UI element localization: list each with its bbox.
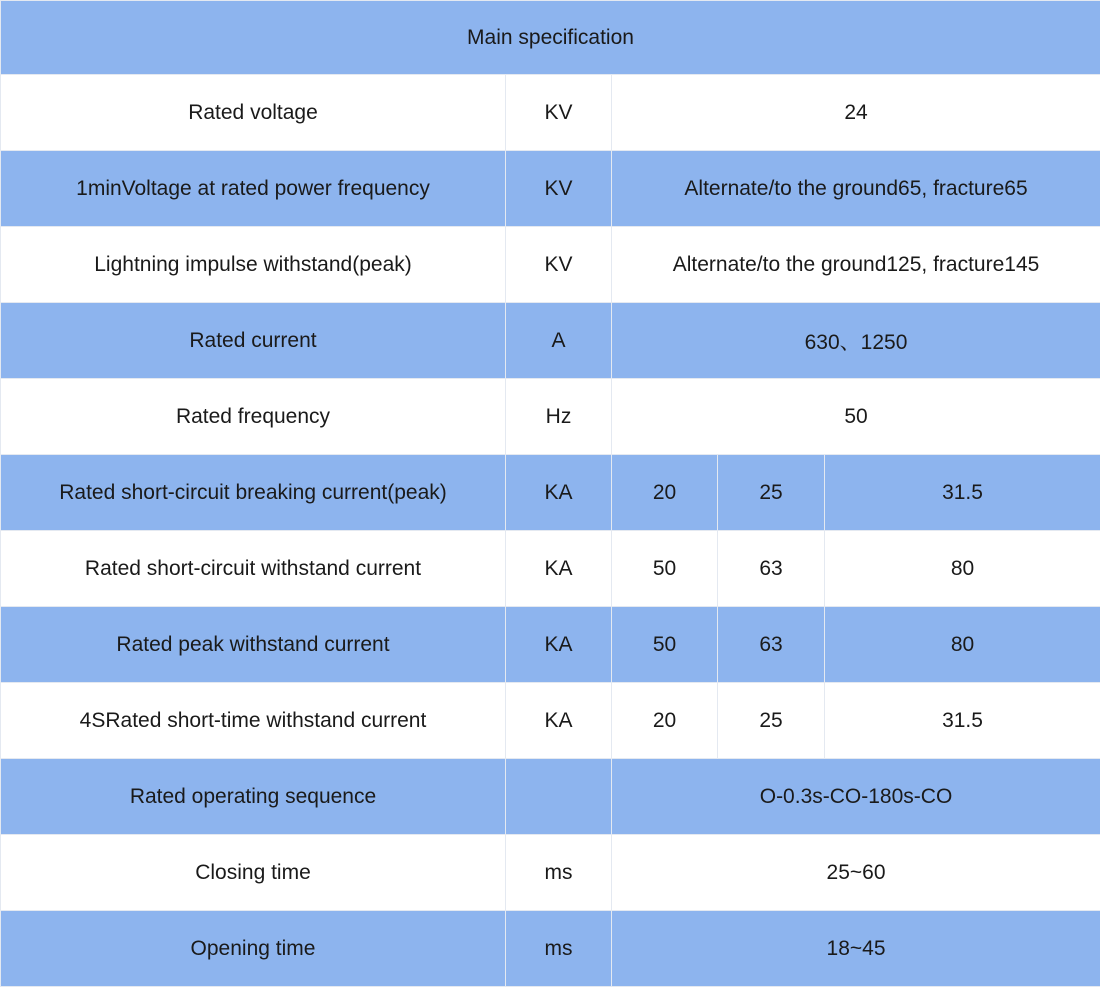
unit-cell: KA <box>506 683 612 759</box>
param-cell: Lightning impulse withstand(peak) <box>1 227 506 303</box>
param-cell: Rated operating sequence <box>1 759 506 835</box>
value-cell: 24 <box>612 75 1100 151</box>
value-cell-1: 20 <box>612 683 718 759</box>
param-cell: Rated short-circuit breaking current(peak) <box>1 455 506 531</box>
table-row <box>1 531 1100 607</box>
value-cell: Alternate/to the ground65, fracture65 <box>612 151 1100 227</box>
param-cell: Rated frequency <box>1 379 506 455</box>
value-cell: O-0.3s-CO-180s-CO <box>612 759 1100 835</box>
value-cell-2: 25 <box>718 455 825 531</box>
value-cell: 50 <box>612 379 1100 455</box>
value-cell: 630、1250 <box>612 303 1100 379</box>
value-cell-3: 31.5 <box>825 455 1100 531</box>
table-row <box>1 911 1100 987</box>
table-row <box>1 835 1100 911</box>
param-cell: Rated short-circuit withstand current <box>1 531 506 607</box>
value-cell-3: 80 <box>825 607 1100 683</box>
unit-cell: KA <box>506 455 612 531</box>
table-row <box>1 455 1100 531</box>
param-cell: 1minVoltage at rated power frequency <box>1 151 506 227</box>
table-title: Main specification <box>1 1 1100 75</box>
value-cell: 18~45 <box>612 911 1100 987</box>
table-row <box>1 379 1100 455</box>
value-cell-1: 50 <box>612 531 718 607</box>
unit-cell: KV <box>506 227 612 303</box>
unit-cell: KA <box>506 607 612 683</box>
value-cell-2: 25 <box>718 683 825 759</box>
param-cell: Rated voltage <box>1 75 506 151</box>
param-cell: Rated current <box>1 303 506 379</box>
table-row <box>1 151 1100 227</box>
param-cell: 4SRated short-time withstand current <box>1 683 506 759</box>
unit-cell: KV <box>506 75 612 151</box>
unit-cell: ms <box>506 835 612 911</box>
param-cell: Closing time <box>1 835 506 911</box>
value-cell-3: 31.5 <box>825 683 1100 759</box>
table-row <box>1 607 1100 683</box>
value-cell-3: 80 <box>825 531 1100 607</box>
table-row <box>1 75 1100 151</box>
param-cell: Rated peak withstand current <box>1 607 506 683</box>
unit-cell: Hz <box>506 379 612 455</box>
unit-cell: A <box>506 303 612 379</box>
value-cell: 25~60 <box>612 835 1100 911</box>
table-header-row <box>1 1 1100 75</box>
value-cell-1: 50 <box>612 607 718 683</box>
table-row <box>1 759 1100 835</box>
table-row <box>1 227 1100 303</box>
unit-cell <box>506 759 612 835</box>
value-cell-2: 63 <box>718 531 825 607</box>
value-cell: Alternate/to the ground125, fracture145 <box>612 227 1100 303</box>
unit-cell: KV <box>506 151 612 227</box>
value-cell-2: 63 <box>718 607 825 683</box>
table-row <box>1 683 1100 759</box>
value-cell-1: 20 <box>612 455 718 531</box>
unit-cell: ms <box>506 911 612 987</box>
table-row <box>1 303 1100 379</box>
param-cell: Opening time <box>1 911 506 987</box>
unit-cell: KA <box>506 531 612 607</box>
